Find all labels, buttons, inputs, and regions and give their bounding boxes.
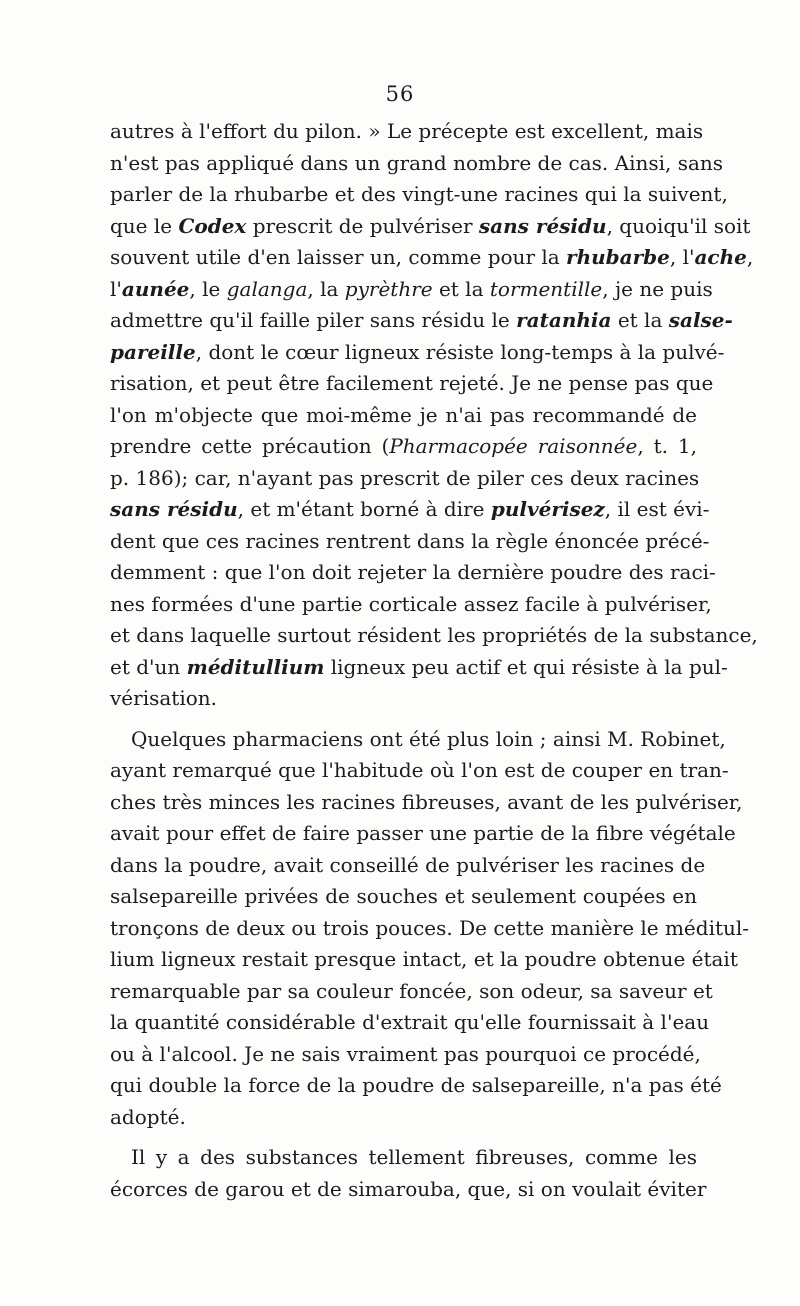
text-run: , quoiqu'il soit <box>606 213 751 238</box>
text-line <box>110 179 728 211</box>
text-line <box>110 400 697 432</box>
text-run: n'est pas appliqué dans un grand nombre de cas. Ainsi, sans <box>110 150 724 175</box>
text-line <box>110 818 736 850</box>
text-run: , je ne puis <box>602 276 713 301</box>
text-line <box>110 976 713 1008</box>
text-line <box>110 431 697 463</box>
text-run: prescrit de pulvériser <box>246 213 479 238</box>
text-run: vérisation. <box>110 686 217 710</box>
emphasis-text: sans résidu <box>478 213 607 238</box>
text-line <box>110 724 726 756</box>
text-run: , dont le cœur ligneux résiste long-temps à la pulvé- <box>195 339 725 364</box>
text-run: et la <box>611 308 669 332</box>
page-number: 56 <box>385 82 415 106</box>
emphasis-text: sans résidu <box>110 497 238 521</box>
text-run: adopté. <box>110 1104 186 1129</box>
text-run: l' <box>110 276 122 301</box>
text-run: , l' <box>669 245 695 269</box>
text-line <box>110 526 710 558</box>
text-line <box>110 494 710 526</box>
text-line <box>110 557 716 589</box>
emphasis-text: pulvérisez <box>490 497 605 521</box>
text-run: écorces de garou et de simarouba, que, si on voulait éviter <box>110 1176 707 1201</box>
text-run: dent que ces racines rentrent dans la règle énoncée précé- <box>110 528 710 553</box>
text-line <box>110 1174 707 1206</box>
text-line <box>110 589 712 621</box>
text-line <box>110 1039 701 1071</box>
text-run: risation, et peut être facilement rejeté. Je ne pense pas que <box>110 371 714 395</box>
emphasis-text: méditullium <box>186 654 325 679</box>
text-line <box>110 368 714 400</box>
text-run: qui double la force de la poudre de salsepareille, n'a pas été <box>110 1073 722 1097</box>
emphasis-text: Pharmacopée raisonnée <box>389 434 638 458</box>
text-line <box>110 148 724 180</box>
text-run: , t. 1, <box>637 434 697 458</box>
emphasis-text: ratanhia <box>516 308 612 332</box>
emphasis-text: Codex <box>178 213 247 238</box>
text-line <box>110 1070 722 1102</box>
text-line <box>110 913 750 945</box>
text-line <box>110 463 700 495</box>
text-run: nes formées d'une partie corticale assez facile à pulvériser, <box>110 591 712 616</box>
text-line <box>110 1102 697 1134</box>
text-run: la quantité considérable d'extrait qu'elle fournissait à l'eau <box>110 1010 710 1034</box>
paragraph-gap <box>110 715 697 724</box>
text-run: admettre qu'il faille piler sans résidu le <box>110 308 517 332</box>
text-run: salsepareille privées de souches et seulement coupées en <box>110 884 697 908</box>
text-run: Quelques pharmaciens ont été plus loin ; ainsi M. Robinet, <box>131 726 726 751</box>
text-line <box>110 116 704 148</box>
text-run: Il y a des substances tellement fibreuses, comme les <box>131 1145 697 1169</box>
text-line <box>110 850 706 882</box>
text-run: , il est évi- <box>604 497 710 521</box>
text-run: , et m'étant borné à dire <box>237 497 491 521</box>
text-line <box>110 787 743 819</box>
text-run: ayant remarqué que l'habitude où l'on est de couper en tran- <box>110 758 729 782</box>
text-run: ligneux peu actif et qui résiste à la pul- <box>324 654 728 679</box>
text-run: et dans laquelle surtout résident les propriétés de la substance, <box>110 623 758 647</box>
text-run: et la <box>432 276 490 301</box>
text-run: lium ligneux restait presque intact, et la poudre obtenue était <box>110 947 738 971</box>
text-run: demment : que l'on doit rejeter la dernière poudre des raci- <box>110 560 716 584</box>
text-line <box>110 274 713 306</box>
emphasis-text: rhubarbe <box>566 245 670 269</box>
text-run: p. 186); car, n'ayant pas prescrit de piler ces deux racines <box>110 465 700 490</box>
text-line <box>110 652 728 684</box>
text-line <box>110 881 697 913</box>
text-run: que le <box>110 213 179 238</box>
text-run: ches très minces les racines fibreuses, avant de les pulvériser, <box>110 789 743 814</box>
text-run: l'on m'objecte que moi-même je n'ai pas recommandé de <box>110 402 697 427</box>
text-run: , <box>746 245 754 269</box>
text-run: , le <box>189 276 227 301</box>
text-run: et d'un <box>110 654 187 679</box>
text-line <box>110 944 738 976</box>
text-run: remarquable par sa couleur foncée, son odeur, sa saveur et <box>110 978 713 1003</box>
emphasis-text: tormentille <box>489 276 603 301</box>
text-run: souvent utile d'en laisser un, comme pour la <box>110 245 567 269</box>
text-line <box>110 1007 710 1039</box>
text-run: avait pour effet de faire passer une partie de la fibre végétale <box>110 821 736 845</box>
text-run: dans la poudre, avait conseillé de pulvériser les racines de <box>110 852 706 877</box>
text-run: autres à l'effort du pilon. » Le précepte est excellent, mais <box>110 119 704 143</box>
text-run: , la <box>307 276 345 301</box>
body-text <box>110 116 758 1205</box>
text-run: ou à l'alcool. Je ne sais vraiment pas pourquoi ce procédé, <box>110 1041 701 1066</box>
text-run: prendre cette précaution ( <box>110 434 390 458</box>
text-line <box>110 755 729 787</box>
text-run: parler de la rhubarbe et des vingt-une racines qui la suivent, <box>110 182 728 206</box>
text-line <box>110 620 758 652</box>
emphasis-text: salse- <box>668 308 733 332</box>
emphasis-text: aunée <box>121 276 190 301</box>
paragraph-gap <box>110 1133 697 1142</box>
emphasis-text: galanga <box>226 276 308 301</box>
emphasis-text: pyrèthre <box>344 276 433 301</box>
text-line <box>110 211 751 243</box>
text-line <box>110 242 754 274</box>
text-line <box>110 1142 697 1174</box>
text-run: tronçons de deux ou trois pouces. De cette manière le méditul- <box>110 915 750 940</box>
text-line <box>110 683 697 715</box>
text-line <box>110 305 733 337</box>
emphasis-text: pareille <box>110 339 196 364</box>
text-line <box>110 337 725 369</box>
emphasis-text: ache <box>694 245 747 269</box>
